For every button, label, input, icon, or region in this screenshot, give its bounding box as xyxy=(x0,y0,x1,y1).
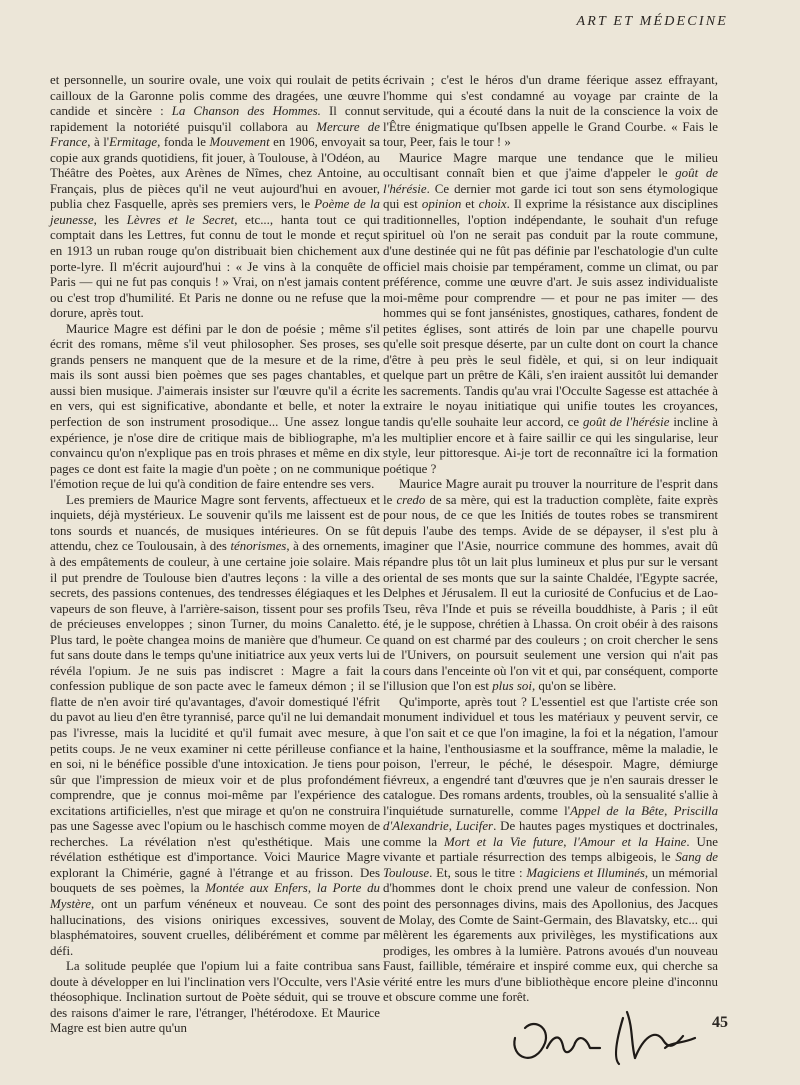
paragraph: La solitude peuplée que l'opium lui a faite contribua sans doute à développer en lui l'inclination vers l'Occulte, vers l'Asie théosophique. Inclination surtout de Poète séduit, qui se trouve des raisons d'aimer le rare, l'étranger, l'hétérodoxe. Et Maurice Magre est bien autre qu'un xyxy=(50,959,380,1036)
author-signature xyxy=(505,998,705,1078)
paragraph: Qu'importe, après tout ? L'essentiel est que l'artiste crée son monument individuel et tous les matériaux y peuvent servir, ce que l'on sait et ce que l'on imagine, la foi et la négation, l'amour et la haine, l'enthousiasme et la souffrance, même la maladie, le poison, l'erreur, le péché, le désespoir. Magre, démiurge fiévreux, a engendré tant d'œuvres que je n'en saurais dresser le catalogue. Des romans ardents, troubles, où la sensualité s'allie à l'inquiétude surnaturelle, comme l'Appel de la Bête, Priscilla d'Alexandrie, Lucifer. De hautes pages mystiques et doctrinales, comme la Mort et la Vie future, l'Amour et la Haine. Une vivante et partiale résurrection des temps albigeois, le Sang de Toulouse. Et, sous le titre : Magiciens et Illuminés, un mémorial d'hommes dont le choix prend une valeur de confession. Non point des personnages divins, mais des Apollonius, des Jacques de Molay, des Comte de Saint-Germain, des Blavatsky, etc... qui mêlèrent les égarements aux privilèges, les mystifications aux prodiges, les ombres à la lumière. Patrons avoués d'un nouveau Faust, faillible, téméraire et inspiré comme eux, qui cherche sa vérité entre les murs d'une bibliothèque encore pleine d'inconnu et obscure comme une forêt. xyxy=(383,694,719,1005)
running-title: ART ET MÉDECINE xyxy=(576,14,728,29)
left-column xyxy=(50,73,380,1037)
paragraph: Maurice Magre marque une tendance que le milieu occultisant connaît bien et que j'aime d'appeler le goût de l'hérésie. Ce dernier mot garde ici tout son sens étymologique qui est opinion et choix. Il exprime la résistance aux disciplines traditionnelles, l'option indépendante, le souhait d'un refuge spirituel où l'on ne serait pas conduit par la route commune, d'une destinée qui ne fût pas définie par l'eschatologie d'un culte officiel mais choisie par tempérament, comme un climat, ou par préférence, comme une œuvre d'art. Je suis assez individualiste moi-même pour comprendre — et pour ne pas imiter — des hommes qui se font jansénistes, gnostiques, cathares, fondent de petites églises, sont attirés de loin par une chapelle pourvu qu'elle soit presque déserte, par un culte dont on court la chance d'être à peu près le seul fidèle, et qui, si on leur indiquait quelque part un prêtre de Kâli, s'en iraient aussitôt lui demander les sacrements. Tandis qu'au vrai l'Occulte Sagesse est attachée à extraire le noyau initiatique qui unifie toutes les croyances, tandis qu'elle souhaite leur accord, ce goût de l'hérésie incline à les multiplier encore et à faire saillir ce qui les singularise, leur style, leur pittoresque. Ai-je tort de reconnaître ici la formation poétique ? xyxy=(383,150,719,476)
paragraph: Maurice Magre est défini par le don de poésie ; même s'il écrit des romans, même s'il veut philosopher. Ses proses, ses grands pensers ne manquent que de la mesure et de la rime, mais ils sont aussi bien poèmes que ses pages chantables, et aussi bien musique. J'aimerais insister sur l'œuvre qu'il a écrite en vers, qui est significative, abondante et belle, et noter la perfection de son instrument prosodique... Une assez longue expérience, je n'ose dire de critique mais de bibliographe, m'a convaincu qu'on n'explique pas en trois phrases et même en dix pages ce dont est faite la magie d'un poète ; on ne communique l'émotion reçue de lui qu'à condition de faire entendre ses vers. xyxy=(50,321,380,492)
paragraph: Les premiers de Maurice Magre sont fervents, affectueux et inquiets, déjà mystérieux. Le souvenir qu'ils me laissent est de tons sourds et nuancés, de musiques intérieures. On se fût attendu, chez ce Toulousain, à des ténorismes, à des ornements, à des empâtements de couleur, à une certaine joie solaire. Mais il put prendre de Toulouse bien d'autres leçons : la ville a des secrets, des passions contenues, des tendresses élégiaques et les vapeurs de son fleuve, à l'arrière-saison, tissent pour ses profils de précieuses enveloppes ; sinon Turner, du moins Canaletto. Plus tard, le poète changea moins de manière que d'humeur. Ce fut sans doute dans le temps qu'une initiatrice aux yeux verts lui révéla l'opium. Je ne suis pas indiscret : Magre a fait la confession publique de son pacte avec le fameux démon ; il se flatte de n'en avoir tiré qu'avantages, d'avoir domestiqué l'éfrit du pavot au lieu d'en être tyrannisé, parce qu'il ne lui demandait pas l'ivresse, mais la lucidité et qu'il fumait avec mesure, à petits coups. Je ne veux examiner ni cette périlleuse confiance en soi, ni le bénéfice possible d'une intoxication. Je tiens pour sûr que l'impression de mieux voir et de plus profondément comprendre, que je connus moi-même par l'expérience des excitations artificielles, n'est que mirage et qu'on ne construira pas une Sagesse avec l'opium ou le haschisch comme moyen de recherches. La révélation n'est qu'esthétique. Mais une révélation esthétique est d'importance. Voici Maurice Magre explorant la Chimérie, gagné à l'étrange et au frisson. Des bouquets de ses poèmes, la Montée aux Enfers, la Porte du Mystère, ont un parfum vénéneux et nouveau. Ce sont des hallucinations, des visions oniriques excessives, souvent blasphématoires, souvent cruelles, délibérément et comme par défi. xyxy=(50,492,380,958)
paragraph: Maurice Magre aurait pu trouver la nourriture de l'esprit dans le credo de sa mère, qui est la traduction complète, faite exprès pour nous, de ce que les Initiés de toutes robes se transmirent depuis l'aube des temps. Avide de se dépayser, il s'est plu à imaginer que l'Asie, nourrice commune des hommes, avait dû répandre plus tôt un lait plus lumineux et plus pur sur le versant oriental de ses monts que sur la sainte Chaldée, l'Egypte sacrée, Delphes et Jérusalem. Il eut la curiosité de Confucius et de Lao-Tseu, rêva l'Inde et puis se réveilla bouddhiste, à Paris ; il eût été, je le suppose, chrétien à Lhassa. On croit obéir à des raisons quand on est charmé par des couleurs ; on croit chercher le sens de l'Univers, on poursuit seulement une version qui n'ait pas cours dans l'enceinte où l'on vit et qui, par conséquent, comporte l'illusion que l'on est plus soi, qu'on se libère. xyxy=(383,477,718,694)
right-column xyxy=(383,73,718,1006)
paragraph: écrivain ; c'est le héros d'un drame féerique assez effrayant, l'homme qui s'est condamné au voyage par crainte de la servitude, qui a écouté dans la nuit de la conscience la voix de l'Être énigmatique qu'Ibsen appelle le Grand Courbe. « Fais le tour, Peer, fais le tour ! » xyxy=(383,73,718,150)
paragraph: et personnelle, un sourire ovale, une voix qui roulait de petits cailloux de la Garonne polis comme des dragées, une œuvre candide et sincère : La Chanson des Hommes. Il connut rapidement la notoriété puisqu'il collabora au Mercure de France, à l'Ermitage, fonda le Mouvement en 1906, envoyait sa copie aux grands quotidiens, fit jouer, à Toulouse, à l'Odéon, au Théâtre des Poètes, aux Arènes de Nîmes, chez Antoine, au Français, plus de pièces qu'il ne veut aujourd'hui en avouer, publia chez Fasquelle, après ses premiers vers, le Poème de la jeunesse, les Lèvres et le Secret, etc..., hanta tout ce qui comptait dans les Lettres, fut connu de tout le monde et reçut en 1913 un ruban rouge qu'on distribuait bien chichement aux porte-lyre. Il m'écrit aujourd'hui : « Je vins à la conquête de Paris — qui ne fut pas conquis ! » Vrai, on n'est jamais content ou c'est trop d'humilité. Et Paris ne donne ou ne refuse que la dorure, après tout. xyxy=(50,73,381,321)
page-number: 45 xyxy=(712,1014,728,1031)
